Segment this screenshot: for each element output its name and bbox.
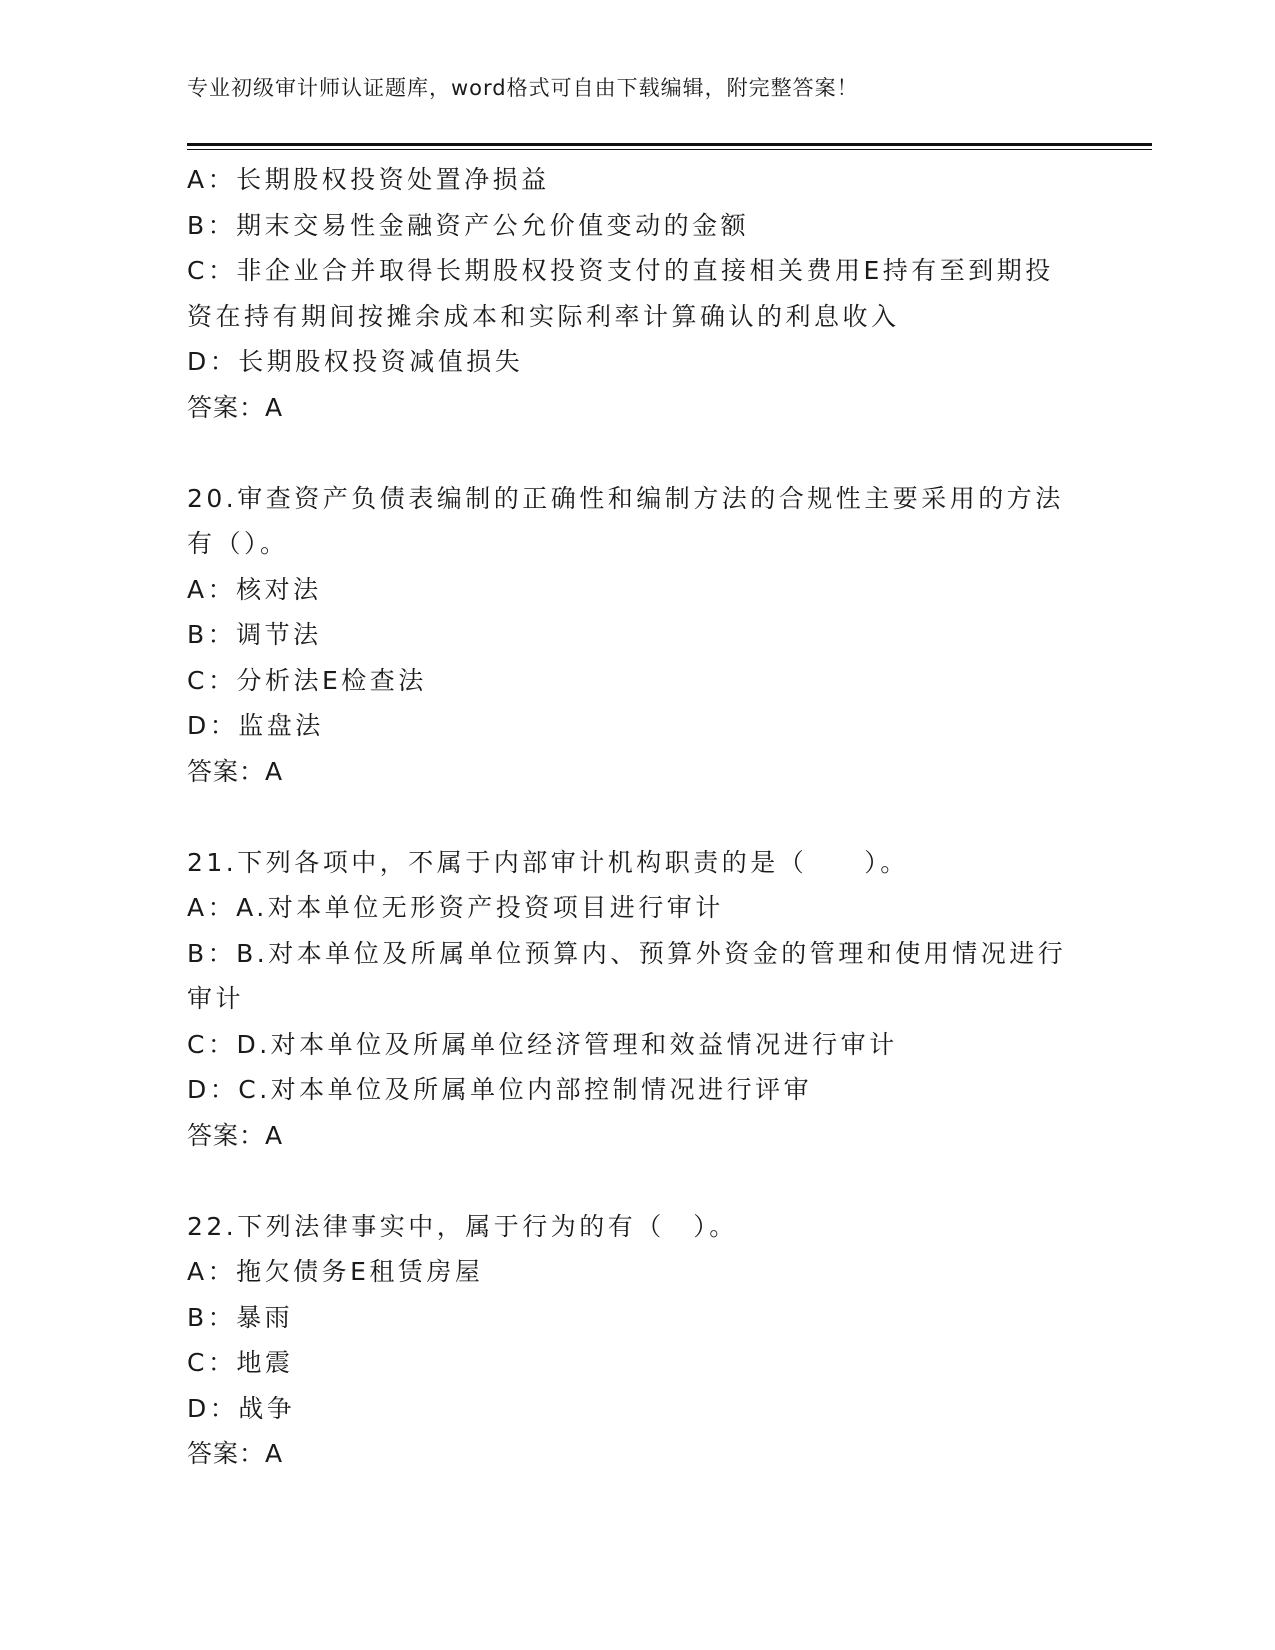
option-line: A：A.对本单位无形资产投资项目进行审计 [187, 893, 724, 922]
header-rule-thin [187, 149, 1152, 150]
question-stem: 20.审查资产负债表编制的正确性和编制方法的合规性主要采用的方法 [187, 483, 1064, 513]
option-line: 资在持有期间按摊余成本和实际利率计算确认的利息收入 [187, 301, 900, 331]
option-line: B：调节法 [187, 620, 322, 649]
option-line: D：C.对本单位及所属单位内部控制情况进行评审 [187, 1075, 813, 1104]
option-line: D：战争 [187, 1393, 296, 1423]
option-line: D：监盘法 [187, 711, 324, 740]
option-line: D：长期股权投资减值损失 [187, 347, 524, 376]
question-stem: 有（）。 [187, 529, 289, 558]
question-stem: 21.下列各项中，不属于内部审计机构职责的是（ ）。 [187, 847, 909, 877]
option-line: B：期末交易性金融资产公允价值变动的金额 [187, 210, 750, 240]
answer-line: 答案：A [187, 1439, 284, 1468]
option-line: B：B.对本单位及所属单位预算内、预算外资金的管理和使用情况进行 [187, 938, 1067, 968]
option-line: C：地震 [187, 1348, 294, 1377]
question-block [187, 1204, 1067, 1477]
option-line: B：暴雨 [187, 1302, 294, 1332]
option-line: C：分析法E检查法 [187, 665, 427, 695]
option-line: A：核对法 [187, 574, 322, 604]
spacer [187, 430, 1067, 476]
answer-line: 答案：A [187, 1120, 284, 1150]
answer-line: 答案：A [187, 756, 284, 786]
page-header: 专业初级审计师认证题库，word格式可自由下载编辑，附完整答案！ [187, 76, 859, 100]
spacer [187, 1158, 1067, 1204]
option-line: C：D.对本单位及所属单位经济管理和效益情况进行审计 [187, 1029, 898, 1059]
option-line: A：长期股权投资处置净损益 [187, 165, 550, 194]
option-line: 审计 [187, 984, 245, 1013]
question-content [187, 157, 1067, 1477]
option-line: C：非企业合并取得长期股权投资支付的直接相关费用E持有至到期投 [187, 256, 1054, 285]
header-rule-thick [187, 143, 1152, 146]
question-block [187, 157, 1067, 430]
spacer [187, 794, 1067, 840]
question-block [187, 476, 1067, 795]
option-line: A：拖欠债务E租赁房屋 [187, 1257, 484, 1286]
answer-line: 答案：A [187, 392, 284, 422]
question-stem: 22.下列法律事实中，属于行为的有（ ）。 [187, 1211, 738, 1241]
question-block [187, 840, 1067, 1159]
